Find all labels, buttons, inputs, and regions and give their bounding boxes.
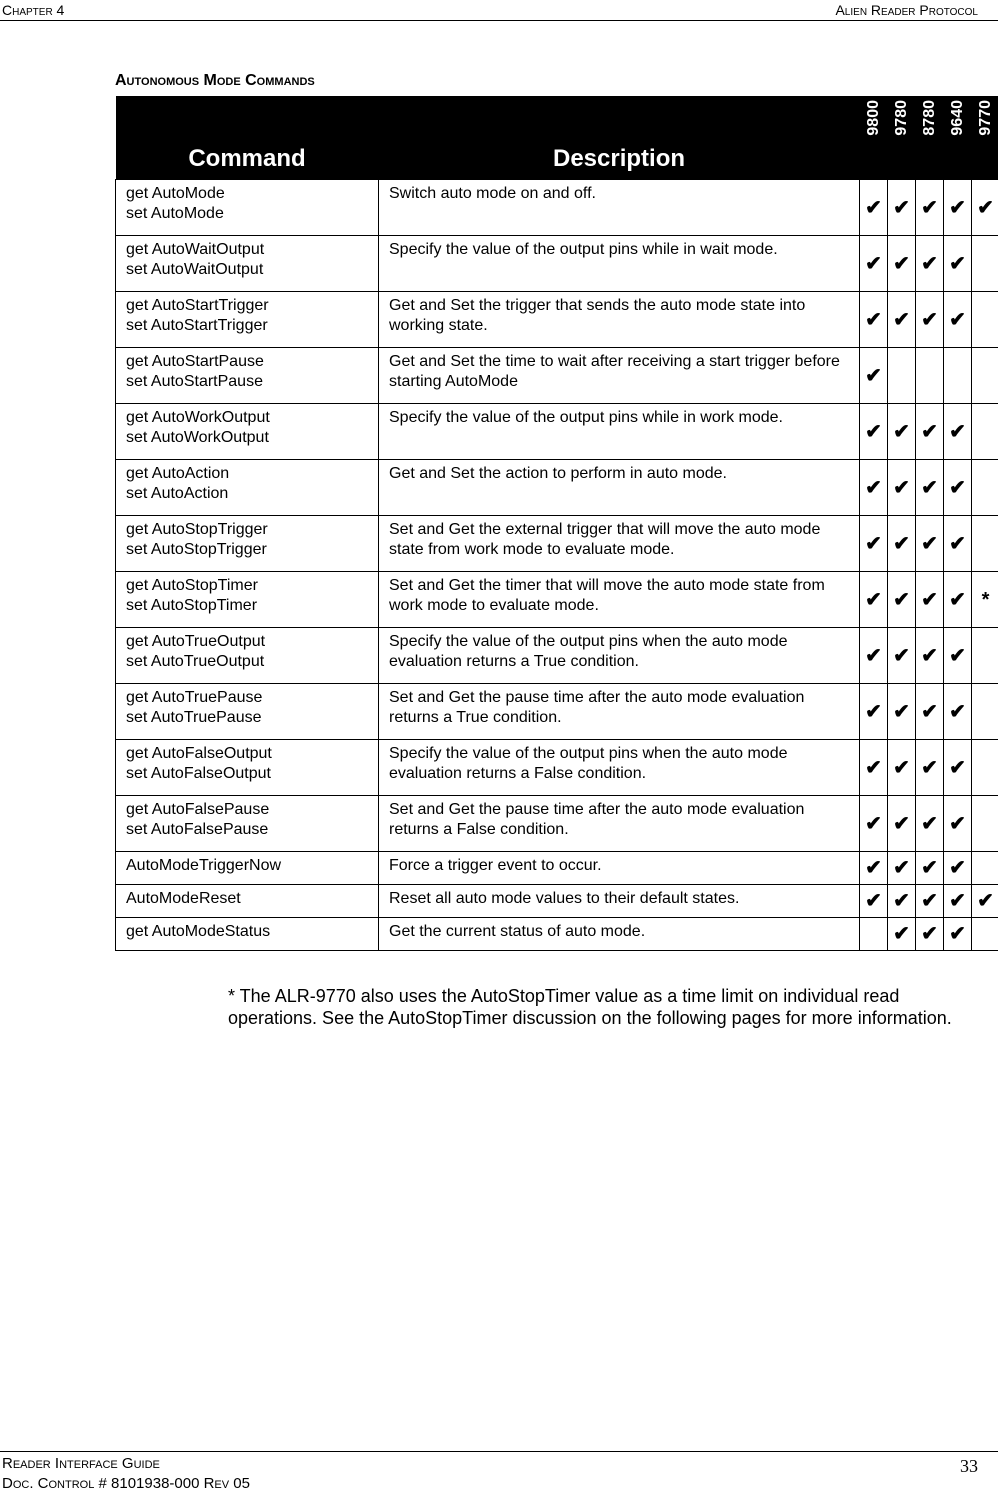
description-cell: Set and Get the pause time after the auto mode evaluation returns a True condition. bbox=[379, 684, 860, 740]
support-mark: ✔ bbox=[888, 236, 916, 292]
support-mark: ✔ bbox=[888, 918, 916, 951]
support-mark: ✔ bbox=[888, 628, 916, 684]
support-mark: ✔ bbox=[916, 292, 944, 348]
support-mark: ✔ bbox=[860, 628, 888, 684]
support-mark: ✔ bbox=[860, 348, 888, 404]
support-mark: ✔ bbox=[916, 852, 944, 885]
support-mark bbox=[972, 292, 998, 348]
support-mark: ✔ bbox=[944, 180, 972, 236]
support-mark bbox=[972, 236, 998, 292]
support-mark: ✔ bbox=[944, 292, 972, 348]
support-mark: ✔ bbox=[860, 885, 888, 918]
support-mark bbox=[972, 740, 998, 796]
support-mark: ✔ bbox=[888, 740, 916, 796]
support-mark bbox=[972, 628, 998, 684]
support-mark: ✔ bbox=[916, 180, 944, 236]
support-mark: ✔ bbox=[944, 460, 972, 516]
support-mark: ✔ bbox=[888, 516, 916, 572]
support-mark: ✔ bbox=[916, 236, 944, 292]
command-cell: get AutoAction set AutoAction bbox=[116, 460, 379, 516]
table-row bbox=[116, 292, 998, 348]
support-mark bbox=[972, 852, 998, 885]
description-cell: Get the current status of auto mode. bbox=[379, 918, 860, 951]
footnote: * The ALR-9770 also uses the AutoStopTimer value as a time limit on individual read operations. See the AutoStopTimer discussion on the following pages for more information. bbox=[228, 986, 952, 1028]
table-row bbox=[116, 404, 998, 460]
command-cell: get AutoWaitOutput set AutoWaitOutput bbox=[116, 236, 379, 292]
description-cell: Force a trigger event to occur. bbox=[379, 852, 860, 885]
support-mark: ✔ bbox=[916, 460, 944, 516]
table-row bbox=[116, 516, 998, 572]
command-cell: get AutoStopTrigger set AutoStopTrigger bbox=[116, 516, 379, 572]
table-row bbox=[116, 852, 998, 885]
support-mark: ✔ bbox=[860, 460, 888, 516]
support-mark: ✔ bbox=[888, 796, 916, 852]
header-title: Alien Reader Protocol bbox=[835, 2, 978, 18]
support-mark: ✔ bbox=[888, 460, 916, 516]
header-model: 8780 bbox=[916, 96, 944, 180]
support-mark: ✔ bbox=[944, 796, 972, 852]
description-cell: Set and Get the pause time after the auto mode evaluation returns a False condition. bbox=[379, 796, 860, 852]
page-footer bbox=[0, 1451, 998, 1492]
support-mark: ✔ bbox=[860, 740, 888, 796]
description-cell: Get and Set the trigger that sends the auto mode state into working state. bbox=[379, 292, 860, 348]
command-cell: get AutoStartPause set AutoStartPause bbox=[116, 348, 379, 404]
support-mark bbox=[860, 918, 888, 951]
header-model: 9780 bbox=[888, 96, 916, 180]
description-cell: Switch auto mode on and off. bbox=[379, 180, 860, 236]
description-cell: Set and Get the timer that will move the auto mode state from work mode to evaluate mode. bbox=[379, 572, 860, 628]
command-cell: get AutoMode set AutoMode bbox=[116, 180, 379, 236]
support-mark: ✔ bbox=[944, 740, 972, 796]
command-cell: get AutoStopTimer set AutoStopTimer bbox=[116, 572, 379, 628]
support-mark: ✔ bbox=[916, 796, 944, 852]
support-mark bbox=[972, 404, 998, 460]
description-cell: Specify the value of the output pins while in wait mode. bbox=[379, 236, 860, 292]
support-mark: ✔ bbox=[888, 852, 916, 885]
command-cell: get AutoTrueOutput set AutoTrueOutput bbox=[116, 628, 379, 684]
table-row bbox=[116, 684, 998, 740]
description-cell: Set and Get the external trigger that will move the auto mode state from work mode to evaluate mode. bbox=[379, 516, 860, 572]
chapter-label: Chapter 4 bbox=[2, 2, 65, 18]
table-row bbox=[116, 236, 998, 292]
support-mark: ✔ bbox=[860, 796, 888, 852]
support-mark bbox=[972, 460, 998, 516]
support-mark: ✔ bbox=[916, 572, 944, 628]
description-cell: Specify the value of the output pins when the auto mode evaluation returns a True condition. bbox=[379, 628, 860, 684]
support-mark bbox=[972, 684, 998, 740]
support-mark: ✔ bbox=[916, 740, 944, 796]
table-row bbox=[116, 180, 998, 236]
support-mark: ✔ bbox=[916, 684, 944, 740]
support-mark: ✔ bbox=[916, 628, 944, 684]
page-number: 33 bbox=[960, 1456, 978, 1476]
support-mark: ✔ bbox=[944, 684, 972, 740]
table-row bbox=[116, 885, 998, 918]
table-row bbox=[116, 796, 998, 852]
support-mark: ✔ bbox=[944, 236, 972, 292]
support-mark: ✔ bbox=[916, 918, 944, 951]
support-mark bbox=[888, 348, 916, 404]
support-mark: ✔ bbox=[972, 885, 998, 918]
support-mark: ✔ bbox=[860, 516, 888, 572]
command-cell: get AutoFalseOutput set AutoFalseOutput bbox=[116, 740, 379, 796]
support-mark bbox=[944, 348, 972, 404]
support-mark: ✔ bbox=[860, 180, 888, 236]
header-command: Command bbox=[116, 96, 379, 180]
support-mark bbox=[916, 348, 944, 404]
support-mark: ✔ bbox=[860, 404, 888, 460]
support-mark: ✔ bbox=[944, 516, 972, 572]
guide-title: Reader Interface Guide bbox=[2, 1455, 160, 1472]
description-cell: Get and Set the action to perform in auto mode. bbox=[379, 460, 860, 516]
table-row bbox=[116, 918, 998, 951]
support-mark: ✔ bbox=[888, 572, 916, 628]
support-mark: ✔ bbox=[860, 852, 888, 885]
support-mark: ✔ bbox=[916, 885, 944, 918]
description-cell: Reset all auto mode values to their default states. bbox=[379, 885, 860, 918]
support-mark bbox=[972, 516, 998, 572]
support-mark: ✔ bbox=[888, 292, 916, 348]
support-mark: ✔ bbox=[944, 628, 972, 684]
description-cell: Specify the value of the output pins while in work mode. bbox=[379, 404, 860, 460]
commands-table bbox=[115, 96, 998, 951]
doc-control: Doc. Control # 8101938-000 Rev 05 bbox=[2, 1475, 250, 1492]
header-model: 9770 bbox=[972, 96, 998, 180]
support-mark: ✔ bbox=[860, 684, 888, 740]
support-mark: ✔ bbox=[888, 404, 916, 460]
support-mark: ✔ bbox=[888, 180, 916, 236]
command-cell: get AutoWorkOutput set AutoWorkOutput bbox=[116, 404, 379, 460]
support-mark: ✔ bbox=[888, 684, 916, 740]
support-mark bbox=[972, 918, 998, 951]
description-cell: Get and Set the time to wait after receiving a start trigger before starting AutoMode bbox=[379, 348, 860, 404]
support-mark: ✔ bbox=[944, 572, 972, 628]
header-model: 9800 bbox=[860, 96, 888, 180]
support-mark: ✔ bbox=[860, 292, 888, 348]
command-cell: get AutoStartTrigger set AutoStartTrigger bbox=[116, 292, 379, 348]
table-row bbox=[116, 460, 998, 516]
command-cell: get AutoTruePause set AutoTruePause bbox=[116, 684, 379, 740]
support-mark: ✔ bbox=[888, 885, 916, 918]
support-mark: ✔ bbox=[860, 572, 888, 628]
command-cell: AutoModeReset bbox=[116, 885, 379, 918]
command-cell: AutoModeTriggerNow bbox=[116, 852, 379, 885]
support-mark: ✔ bbox=[944, 918, 972, 951]
command-cell: get AutoFalsePause set AutoFalsePause bbox=[116, 796, 379, 852]
support-mark: ✔ bbox=[916, 404, 944, 460]
support-mark bbox=[972, 796, 998, 852]
description-cell: Specify the value of the output pins when the auto mode evaluation returns a False condition. bbox=[379, 740, 860, 796]
table-row bbox=[116, 628, 998, 684]
support-mark: ✔ bbox=[860, 236, 888, 292]
table-row bbox=[116, 348, 998, 404]
support-mark: * bbox=[972, 572, 998, 628]
support-mark: ✔ bbox=[916, 516, 944, 572]
header-description: Description bbox=[379, 96, 860, 180]
header-model: 9640 bbox=[944, 96, 972, 180]
page-header bbox=[0, 0, 998, 21]
support-mark bbox=[972, 348, 998, 404]
section-title: Autonomous Mode Commands bbox=[115, 72, 315, 89]
table-row bbox=[116, 572, 998, 628]
support-mark: ✔ bbox=[972, 180, 998, 236]
table-row bbox=[116, 740, 998, 796]
support-mark: ✔ bbox=[944, 404, 972, 460]
command-cell: get AutoModeStatus bbox=[116, 918, 379, 951]
support-mark: ✔ bbox=[944, 885, 972, 918]
support-mark: ✔ bbox=[944, 852, 972, 885]
